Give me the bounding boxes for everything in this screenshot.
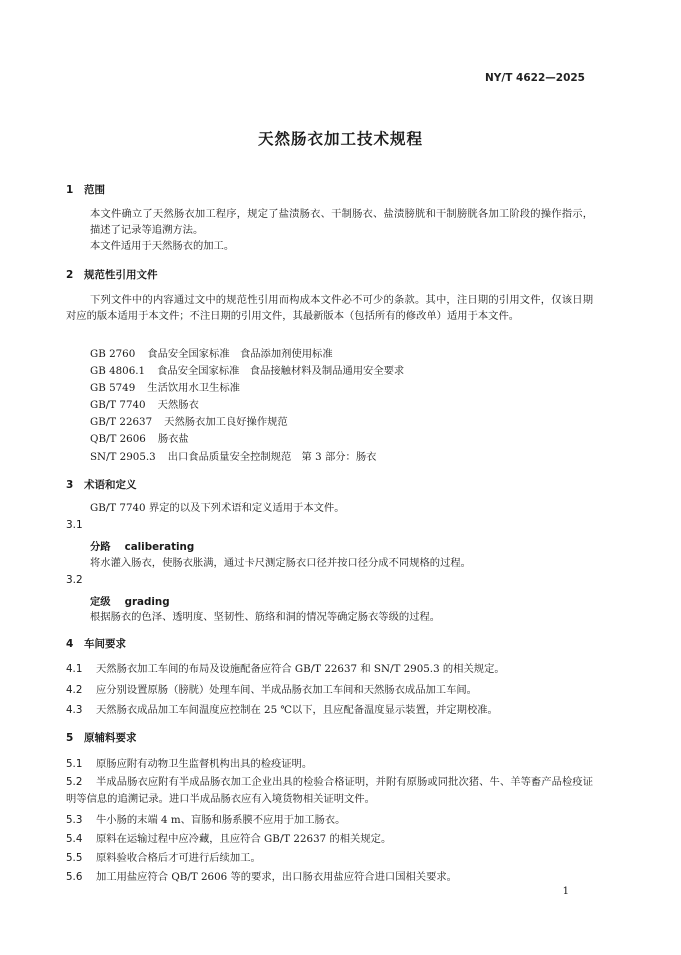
section-number: 5 xyxy=(66,732,74,744)
clause-text: 天然肠衣加工车间的布局及设施配备应符合 GB/T 22637 和 SN/T 2905.3 的相关规定。 xyxy=(96,663,505,675)
section-title: 规范性引用文件 xyxy=(84,269,158,281)
term-zh: 定级 xyxy=(90,596,111,608)
reference-code: SN/T 2905.3 xyxy=(90,451,156,463)
section-number: 2 xyxy=(66,269,74,281)
reference-code: GB 4806.1 xyxy=(90,365,146,377)
clause xyxy=(66,831,391,847)
clause-number: 5.5 xyxy=(66,852,83,864)
reference-code: QB/T 2606 xyxy=(90,433,146,445)
reference-item xyxy=(90,430,189,445)
terms-intro: GB/T 7740 界定的以及下列术语和定义适用于本文件。 xyxy=(90,502,345,514)
clause-number: 5.3 xyxy=(66,814,83,826)
section-number: 3 xyxy=(66,479,74,491)
section-title: 原辅料要求 xyxy=(84,732,137,744)
reference-item xyxy=(90,379,240,394)
scope-paragraph-1: 本文件确立了天然肠衣加工程序，规定了盐渍肠衣、干制肠衣、盐渍膀胱和干制膀胱各加工阶段的操作指示，描述了记录等追溯方法。 xyxy=(90,208,593,236)
term-en: grading xyxy=(124,596,170,608)
reference-title: 天然肠衣 xyxy=(157,399,199,411)
clause xyxy=(66,869,457,885)
clause-number: 4.2 xyxy=(66,684,83,696)
clause xyxy=(66,682,477,698)
section-title: 范围 xyxy=(84,184,105,196)
section-title: 术语和定义 xyxy=(84,479,137,491)
document-title: 天然肠衣加工技术规程 xyxy=(257,130,423,148)
clause xyxy=(66,661,505,677)
clause-number: 5.1 xyxy=(66,758,83,770)
term-en: caliberating xyxy=(124,541,195,553)
clause-number: 5.2 xyxy=(66,776,83,788)
reference-item xyxy=(90,345,333,360)
clause-text: 加工用盐应符合 QB/T 2606 等的要求，出口肠衣用盐应符合进口国相关要求。 xyxy=(96,871,457,883)
reference-title: 出口食品质量安全控制规范 第 3 部分：肠衣 xyxy=(167,451,377,463)
section-3-heading xyxy=(66,477,137,492)
reference-code: GB 5749 xyxy=(90,382,136,394)
reference-title: 食品安全国家标准 食品接触材料及制品通用安全要求 xyxy=(157,365,405,377)
section-5-heading xyxy=(66,730,137,745)
reference-code: GB/T 22637 xyxy=(90,416,153,428)
reference-title: 食品安全国家标准 食品添加剂使用标准 xyxy=(147,348,333,360)
term-heading xyxy=(90,538,194,553)
term-definition: 根据肠衣的色泽、透明度、坚韧性、筋络和洞的情况等确定肠衣等级的过程。 xyxy=(90,611,441,623)
clause-text: 应分别设置原肠（膀胱）处理车间、半成品肠衣加工车间和天然肠衣成品加工车间。 xyxy=(96,684,477,696)
section-2-heading xyxy=(66,267,158,282)
references-intro: 下列文件中的内容通过文中的规范性引用而构成本文件必不可少的条款。其中，注日期的引用文件，仅该日期对应的版本适用于本文件；不注日期的引用文件，其最新版本（包括所有的修改单）适用于本文件。 xyxy=(66,294,593,322)
clause-text: 原料验收合格后才可进行后续加工。 xyxy=(96,852,261,864)
clause-text: 原料在运输过程中应冷藏，且应符合 GB/T 22637 的相关规定。 xyxy=(96,833,392,845)
reference-item xyxy=(90,362,404,377)
clause xyxy=(66,756,312,772)
reference-item xyxy=(90,448,376,463)
reference-item xyxy=(90,413,288,428)
clause xyxy=(66,850,261,866)
standard-code: NY/T 4622—2025 xyxy=(485,72,585,84)
term-heading xyxy=(90,593,170,608)
clause-number: 5.6 xyxy=(66,871,83,883)
reference-code: GB 2760 xyxy=(90,348,136,360)
page-number: 1 xyxy=(562,886,569,897)
section-title: 车间要求 xyxy=(84,638,126,650)
scope-paragraph-2: 本文件适用于天然肠衣的加工。 xyxy=(90,240,235,252)
clause-text: 牛小肠的末端 4 m、盲肠和肠系膜不应用于加工肠衣。 xyxy=(96,814,346,826)
clause-number: 5.4 xyxy=(66,833,83,845)
clause-number: 4.1 xyxy=(66,663,83,675)
clause-number: 4.3 xyxy=(66,704,83,716)
reference-title: 天然肠衣加工良好操作规范 xyxy=(164,416,288,428)
section-number: 4 xyxy=(66,638,74,650)
term-zh: 分路 xyxy=(90,541,111,553)
section-1-heading xyxy=(66,182,105,197)
clause xyxy=(66,812,345,828)
clause-text: 天然肠衣成品加工车间温度应控制在 25 ℃以下，且应配备温度显示装置，并定期校准。 xyxy=(96,704,498,716)
section-4-heading xyxy=(66,636,126,651)
term-number: 3.2 xyxy=(66,574,83,586)
reference-item xyxy=(90,396,199,411)
reference-code: GB/T 7740 xyxy=(90,399,146,411)
clause-text: 原肠应附有动物卫生监督机构出具的检疫证明。 xyxy=(96,758,313,770)
clause-text: 半成品肠衣应附有半成品肠衣加工企业出具的检验合格证明，并附有原肠或同批次猪、牛、羊等畜产品检疫证明等信息的追溯记录。进口半成品肠衣应有入境货物相关证明文件。 xyxy=(66,776,593,805)
term-number: 3.1 xyxy=(66,519,83,531)
section-number: 1 xyxy=(66,184,74,196)
clause xyxy=(66,702,498,718)
reference-title: 肠衣盐 xyxy=(157,433,189,445)
clause xyxy=(66,774,593,808)
reference-title: 生活饮用水卫生标准 xyxy=(147,382,240,394)
term-definition: 将水灌入肠衣，使肠衣胀满，通过卡尺测定肠衣口径并按口径分成不同规格的过程。 xyxy=(90,557,471,569)
